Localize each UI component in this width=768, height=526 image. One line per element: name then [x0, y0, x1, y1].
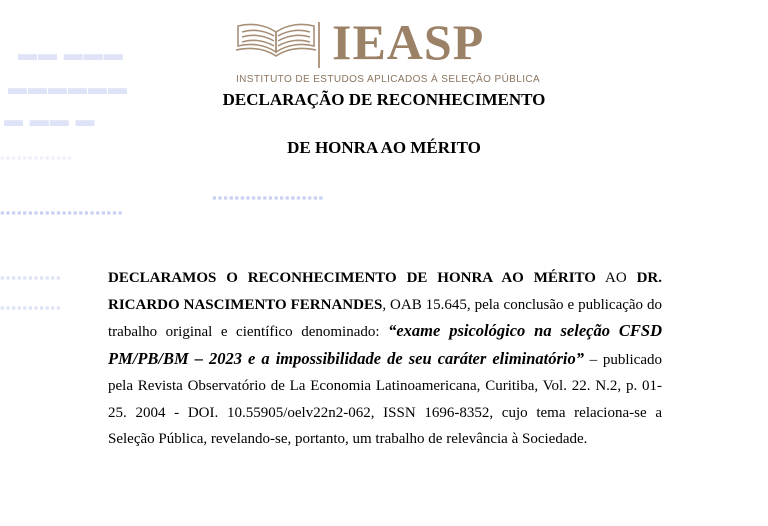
logo-divider: [318, 22, 320, 68]
bleed-through-mark: ▪▪▪▪▪▪▪▪▪▪▪▪▪▪▪▪▪▪▪▪▪▪: [0, 205, 124, 220]
document-title-line2: DE HONRA AO MÉRITO: [287, 138, 481, 157]
bleed-through-mark: ▪▪▪▪▪▪▪▪▪▪▪: [0, 270, 62, 285]
work-title: “exame psicológico na seleção CFSD PM/PB/BM – 2023 e a impossibilidade de seu caráter eliminatório”: [108, 321, 662, 368]
bleed-through-mark: ▪▪▪▪▪▪▪▪▪▪▪▪▪: [0, 150, 73, 165]
bleed-through-mark: ▬▬ ▬▬▬: [18, 44, 124, 65]
declaration-paragraph: [108, 265, 662, 453]
bleed-through-mark: ▪▪▪▪▪▪▪▪▪▪▪▪▪▪▪▪▪▪▪▪: [212, 190, 325, 205]
bleed-through-mark: ▬ ▬▬ ▬: [4, 110, 96, 131]
ieasp-logo: [234, 10, 541, 85]
connector-text: AO: [595, 270, 637, 286]
bleed-through-mark: ▬▬▬▬▬▬: [8, 78, 128, 99]
honoree-name: DR. RICARDO NASCIMENTO FERNANDES: [108, 270, 662, 313]
honoree-details: , OAB 15.645, pela conclusão e publicação do trabalho original e científico denominado:: [108, 296, 662, 340]
logo-subtitle: INSTITUTO DE ESTUDOS APLICADOS À SELEÇÃO PÚBLICA: [236, 74, 541, 85]
document-title-line1: DECLARAÇÃO DE RECONHECIMENTO: [222, 90, 546, 109]
publication-details: – publicado pela Revista Observatório de La Economia Latinoamericana, Curitiba, Vol. 22. N.2, p. 01-25. 2004 - DOI. 10.55905/oelv22n2-062, ISSN 1696-8352, cujo tema relaciona-se a Seleção Pública, revelando-se, portanto, um trabalho de relevância à Sociedade.: [108, 351, 662, 447]
open-book-icon: [234, 10, 318, 60]
logo-name: IEASP: [332, 14, 485, 70]
declaration-lead: DECLARAMOS O RECONHECIMENTO DE HONRA AO MÉRITO: [108, 270, 596, 286]
bleed-through-mark: ▪▪▪▪▪▪▪▪▪▪▪: [0, 300, 62, 315]
